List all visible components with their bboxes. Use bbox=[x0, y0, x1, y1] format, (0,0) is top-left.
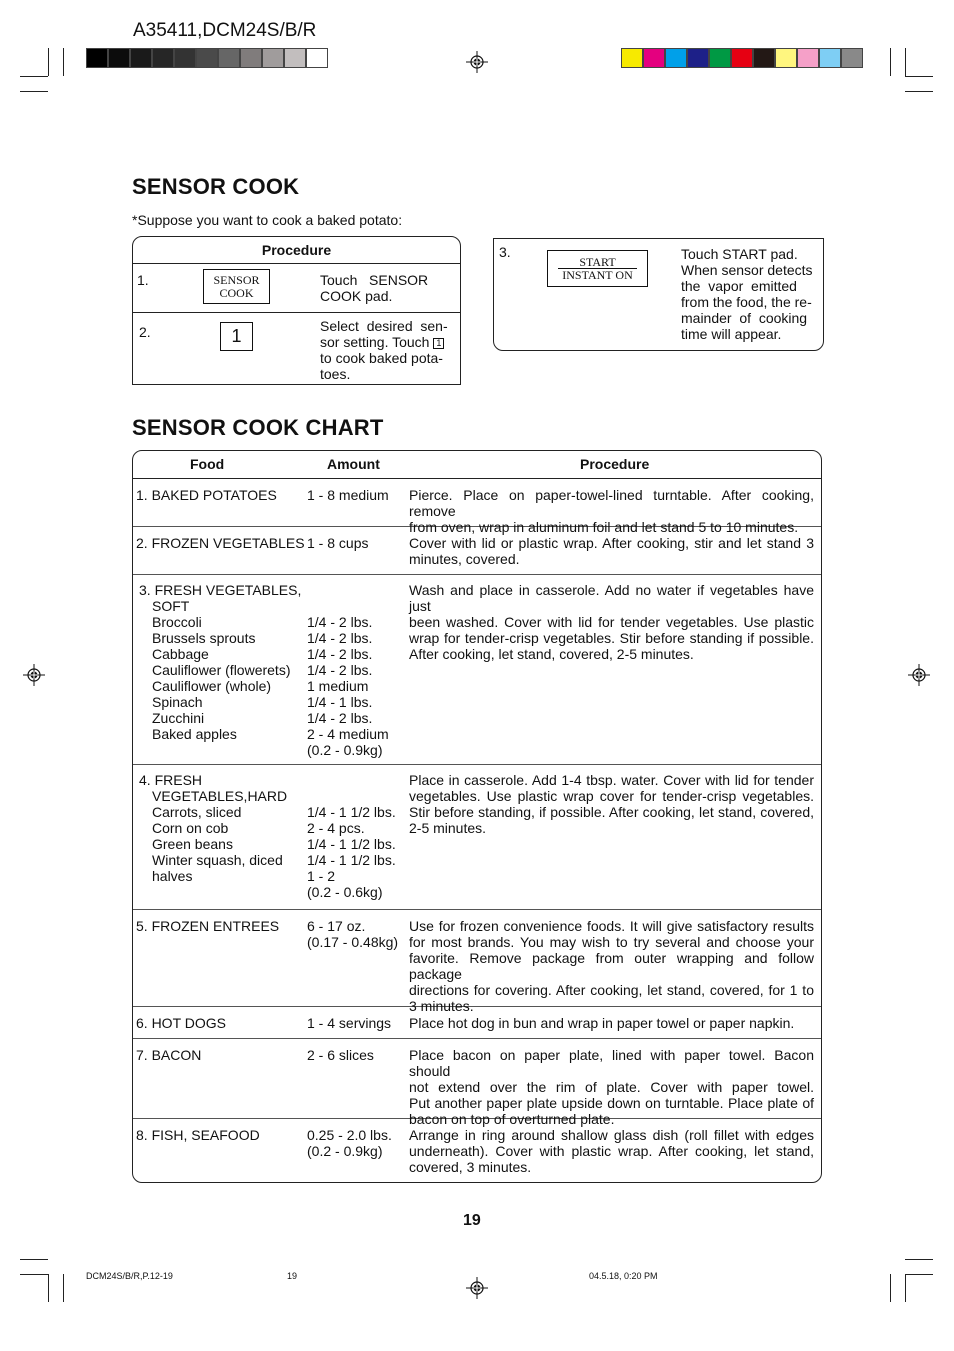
color-swatch bbox=[709, 48, 731, 68]
color-swatch bbox=[819, 48, 841, 68]
step-number: 2. bbox=[139, 324, 151, 340]
model-code: A35411,DCM24S/B/R bbox=[133, 20, 317, 41]
gray-swatch bbox=[152, 48, 174, 68]
gray-swatch bbox=[240, 48, 262, 68]
column-header-amount: Amount bbox=[327, 456, 380, 472]
table-row bbox=[133, 910, 821, 1014]
step-1-text: Touch SENSOR COOK pad. bbox=[320, 272, 429, 304]
key-1-icon: 1 bbox=[433, 338, 444, 349]
color-swatch bbox=[643, 48, 665, 68]
table-row bbox=[133, 479, 821, 535]
procedure-cell: Place bacon on paper plate, lined with paper towel. Bacon should not extend over the rim of plate. Cover with paper towel. Put another paper plate upside down on turntable. Place plate of bacon on top of overturned plate. bbox=[409, 1047, 814, 1127]
amount-cell: 6 - 17 oz. (0.17 - 0.48kg) bbox=[307, 918, 399, 950]
table-row bbox=[133, 765, 821, 910]
amount-cell: 2 - 6 slices bbox=[307, 1047, 374, 1063]
table-row bbox=[133, 1119, 821, 1183]
registration-target-icon bbox=[908, 664, 930, 686]
sensor-cook-pad: SENSOR COOK bbox=[203, 269, 270, 304]
gray-swatch bbox=[218, 48, 240, 68]
color-swatch bbox=[775, 48, 797, 68]
food-cell: 5. FROZEN ENTREES bbox=[136, 918, 280, 934]
procedure-cell: Place in casserole. Add 1-4 tbsp. water. Cover with lid for tender vegetables. Use plastic wrap cover for tender-crisp vegetables. Stir before standing, if possible. After cooking, let stand, covered, 2-5 minutes. bbox=[409, 772, 814, 836]
color-swatch bbox=[731, 48, 753, 68]
table-row bbox=[133, 1007, 821, 1039]
example-note: *Suppose you want to cook a baked potato: bbox=[132, 212, 403, 228]
gray-swatch bbox=[130, 48, 152, 68]
column-header-procedure: Procedure bbox=[580, 456, 650, 472]
color-swatch bbox=[621, 48, 643, 68]
color-swatch bbox=[665, 48, 687, 68]
color-swatch bbox=[841, 48, 863, 68]
procedure-cell: Use for frozen convenience foods. It will give satisfactory results for most brands. You may wish to try several and choose your favorite. Remove package from outer wrapping and follow package directions for covering. After cooking, let stand, covered, for 1 to 3 minutes. bbox=[409, 918, 814, 1014]
step-2-text: Select desired sen- sor setting. Touch 1 to cook baked pota- toes. bbox=[320, 318, 448, 382]
step-number: 3. bbox=[499, 244, 511, 260]
food-cell: 3. FRESH VEGETABLES, SOFT Broccoli Brussels sprouts Cabbage Cauliflower (flowerets) Cauliflower (whole) Spinach Zucchini Baked apples bbox=[139, 582, 302, 742]
step-3-line: from the food, the re- bbox=[681, 294, 812, 310]
step-3-text bbox=[681, 246, 814, 342]
section-title-sensor-cook: SENSOR COOK bbox=[132, 174, 300, 199]
table-row bbox=[133, 527, 821, 575]
footer-page: 19 bbox=[287, 1271, 298, 1281]
amount-cell: 1 - 8 medium bbox=[307, 487, 389, 503]
step-number: 1. bbox=[137, 272, 149, 288]
color-swatch bbox=[797, 48, 819, 68]
number-1-pad: 1 bbox=[220, 322, 253, 351]
table-row bbox=[133, 1039, 821, 1127]
step-3-line: the vapor emitted bbox=[681, 278, 797, 294]
procedure-step-1 bbox=[133, 264, 460, 313]
registration-target-icon bbox=[23, 664, 45, 686]
food-cell: 1. BAKED POTATOES bbox=[136, 487, 277, 503]
step-3-line: time will appear. bbox=[681, 326, 782, 342]
step-3-line: When sensor detects bbox=[681, 262, 813, 278]
procedure-header: Procedure bbox=[133, 237, 460, 264]
gray-swatch bbox=[196, 48, 218, 68]
amount-cell: 1/4 - 1 1/2 lbs. 2 - 4 pcs. 1/4 - 1 1/2 lbs. 1/4 - 1 1/2 lbs. 1 - 2 (0.2 - 0.6kg) bbox=[307, 804, 396, 900]
procedure-step-3 bbox=[493, 238, 824, 351]
amount-cell: 0.25 - 2.0 lbs. (0.2 - 0.9kg) bbox=[307, 1127, 392, 1159]
process-color-bar bbox=[621, 48, 863, 70]
food-cell: 4. FRESH VEGETABLES,HARD Carrots, sliced Corn on cob Green beans Winter squash, diced halves bbox=[139, 772, 288, 884]
registration-target-icon bbox=[466, 51, 488, 73]
procedure-step-2 bbox=[133, 314, 460, 385]
amount-cell: 1 - 4 servings bbox=[307, 1015, 392, 1031]
procedure-cell: Arrange in ring around shallow glass dish (roll fillet with edges underneath). Cover with plastic wrap. After cooking, let stand, covered, 3 minutes. bbox=[409, 1127, 814, 1175]
food-cell: 2. FROZEN VEGETABLES bbox=[136, 535, 305, 551]
procedure-cell: Place hot dog in bun and wrap in paper towel or paper napkin. bbox=[409, 1015, 795, 1031]
table-header bbox=[133, 451, 821, 479]
procedure-cell: Pierce. Place on paper-towel-lined turntable. After cooking, remove from oven, wrap in aluminum foil and let stand 5 to 10 minutes. bbox=[409, 487, 814, 535]
section-title-sensor-cook-chart: SENSOR COOK CHART bbox=[132, 415, 384, 440]
footer-file: DCM24S/B/R,P.12-19 bbox=[86, 1271, 173, 1281]
gray-swatch bbox=[262, 48, 284, 68]
amount-cell: 1/4 - 2 lbs. 1/4 - 2 lbs. 1/4 - 2 lbs. 1/4 - 2 lbs. 1 medium 1/4 - 1 lbs. 1/4 - 2 lbs. 2 - 4 medium (0.2 - 0.9kg) bbox=[307, 614, 389, 758]
procedure-box bbox=[132, 236, 461, 385]
food-cell: 6. HOT DOGS bbox=[136, 1015, 226, 1031]
footer-timestamp: 04.5.18, 0:20 PM bbox=[589, 1271, 658, 1281]
step-3-line: mainder of cooking bbox=[681, 310, 808, 326]
column-header-food: Food bbox=[190, 456, 225, 472]
registration-target-icon bbox=[466, 1277, 488, 1299]
amount-cell: 1 - 8 cups bbox=[307, 535, 369, 551]
procedure-cell: Wash and place in casserole. Add no water if vegetables have just been washed. Cover with lid for tender vegetables. Use plastic wrap for tender-crisp vegetables. Stir before standing if possible. After cooking, let stand, covered, 2-5 minutes. bbox=[409, 582, 814, 662]
food-cell: 7. BACON bbox=[136, 1047, 202, 1063]
page-number: 19 bbox=[463, 1212, 481, 1229]
procedure-cell: Cover with lid or plastic wrap. After cooking, stir and let stand 3 minutes, covered. bbox=[409, 535, 814, 567]
color-swatch bbox=[687, 48, 709, 68]
table-row bbox=[133, 575, 821, 765]
food-cell: 8. FISH, SEAFOOD bbox=[136, 1127, 260, 1143]
gray-swatch bbox=[86, 48, 108, 68]
gray-color-bar bbox=[86, 48, 328, 70]
color-swatch bbox=[753, 48, 775, 68]
gray-swatch bbox=[306, 48, 328, 68]
step-3-line: Touch START pad. bbox=[681, 246, 798, 262]
gray-swatch bbox=[174, 48, 196, 68]
gray-swatch bbox=[108, 48, 130, 68]
start-instant-on-pad: START INSTANT ON bbox=[547, 250, 648, 287]
gray-swatch bbox=[284, 48, 306, 68]
sensor-cook-chart-table bbox=[132, 450, 822, 1183]
